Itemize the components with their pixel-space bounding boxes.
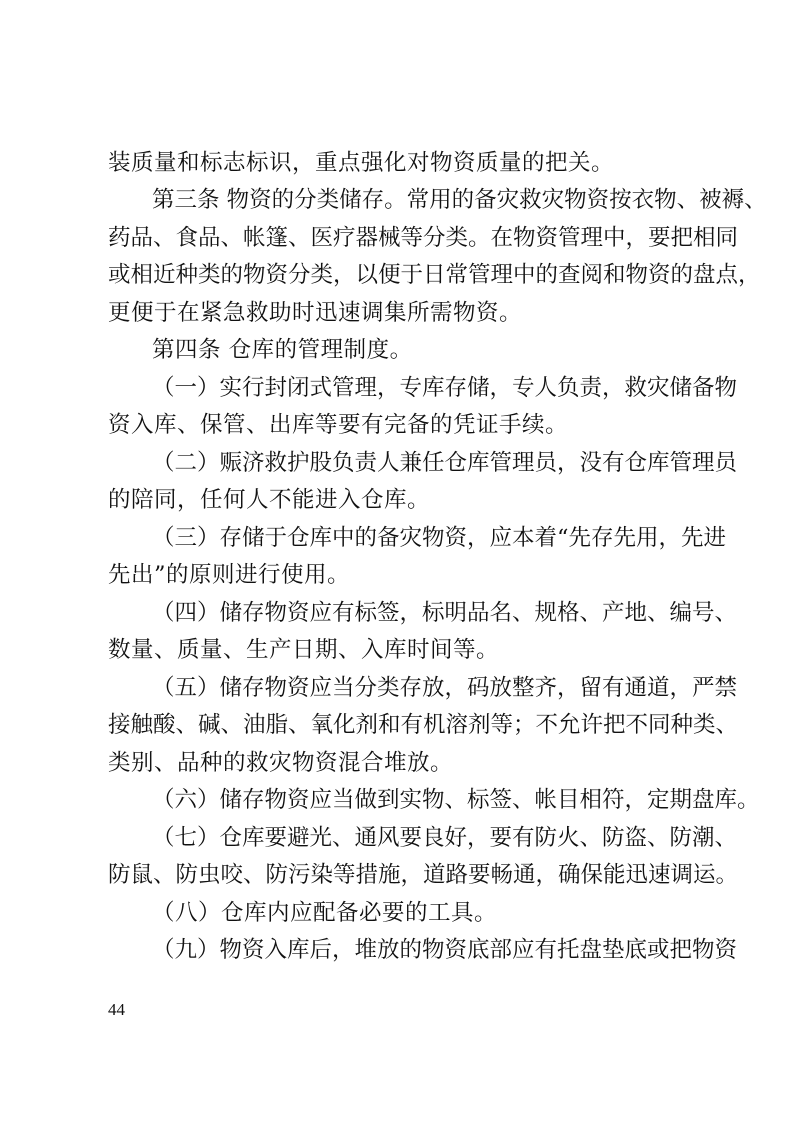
item-4-line-1: （四）储存物资应有标签，标明品名、规格、产地、编号、	[152, 600, 738, 626]
item-7-line-2: 防鼠、防虫咬、防污染等措施，道路要畅通，确保能迅速调运。	[108, 862, 739, 888]
item-3-line-2: 先出”的原则进行使用。	[108, 562, 351, 588]
item-3-line-1: （三）存储于仓库中的备灾物资，应本着“先存先用，先进	[152, 525, 727, 551]
item-4-line-2: 数量、质量、生产日期、入库时间等。	[108, 637, 500, 663]
text-line-1: 装质量和标志标识，重点强化对物资质量的把关。	[108, 150, 615, 176]
text-line-3: 药品、食品、帐篷、医疗器械等分类。在物资管理中，要把相同	[108, 225, 739, 251]
item-8-line-1: （八）仓库内应配备必要的工具。	[152, 900, 498, 926]
item-2-line-2: 的陪同，任何人不能进入仓库。	[108, 487, 431, 513]
page-number: 44	[108, 1000, 125, 1019]
text-line-5: 更便于在紧急救助时迅速调集所需物资。	[108, 300, 523, 326]
item-9-line-1: （九）物资入库后，堆放的物资底部应有托盘垫底或把物资	[152, 937, 738, 963]
article-3-heading-line: 第三条 物资的分类储存。常用的备灾救灾物资按衣物、被褥、	[152, 187, 767, 213]
article-4-heading-line: 第四条 仓库的管理制度。	[152, 337, 413, 363]
item-1-line-2: 资入库、保管、出库等要有完备的凭证手续。	[108, 412, 569, 438]
text-line-4: 或相近种类的物资分类，以便于日常管理中的查阅和物资的盘点，	[108, 262, 761, 288]
item-7-line-1: （七）仓库要避光、通风要良好，要有防火、防盗、防潮、	[152, 825, 738, 851]
item-5-line-1: （五）储存物资应当分类存放，码放整齐，留有通道，严禁	[152, 675, 738, 701]
item-5-line-2: 接触酸、碱、油脂、氧化剂和有机溶剂等；不允许把不同种类、	[108, 712, 739, 738]
item-6-line-1: （六）储存物资应当做到实物、标签、帐目相符，定期盘库。	[152, 787, 760, 813]
item-2-line-1: （二）赈济救护股负责人兼任仓库管理员，没有仓库管理员	[152, 450, 738, 476]
item-1-line-1: （一）实行封闭式管理，专库存储，专人负责，救灾储备物	[152, 375, 738, 401]
item-5-line-3: 类别、品种的救灾物资混合堆放。	[108, 750, 454, 776]
